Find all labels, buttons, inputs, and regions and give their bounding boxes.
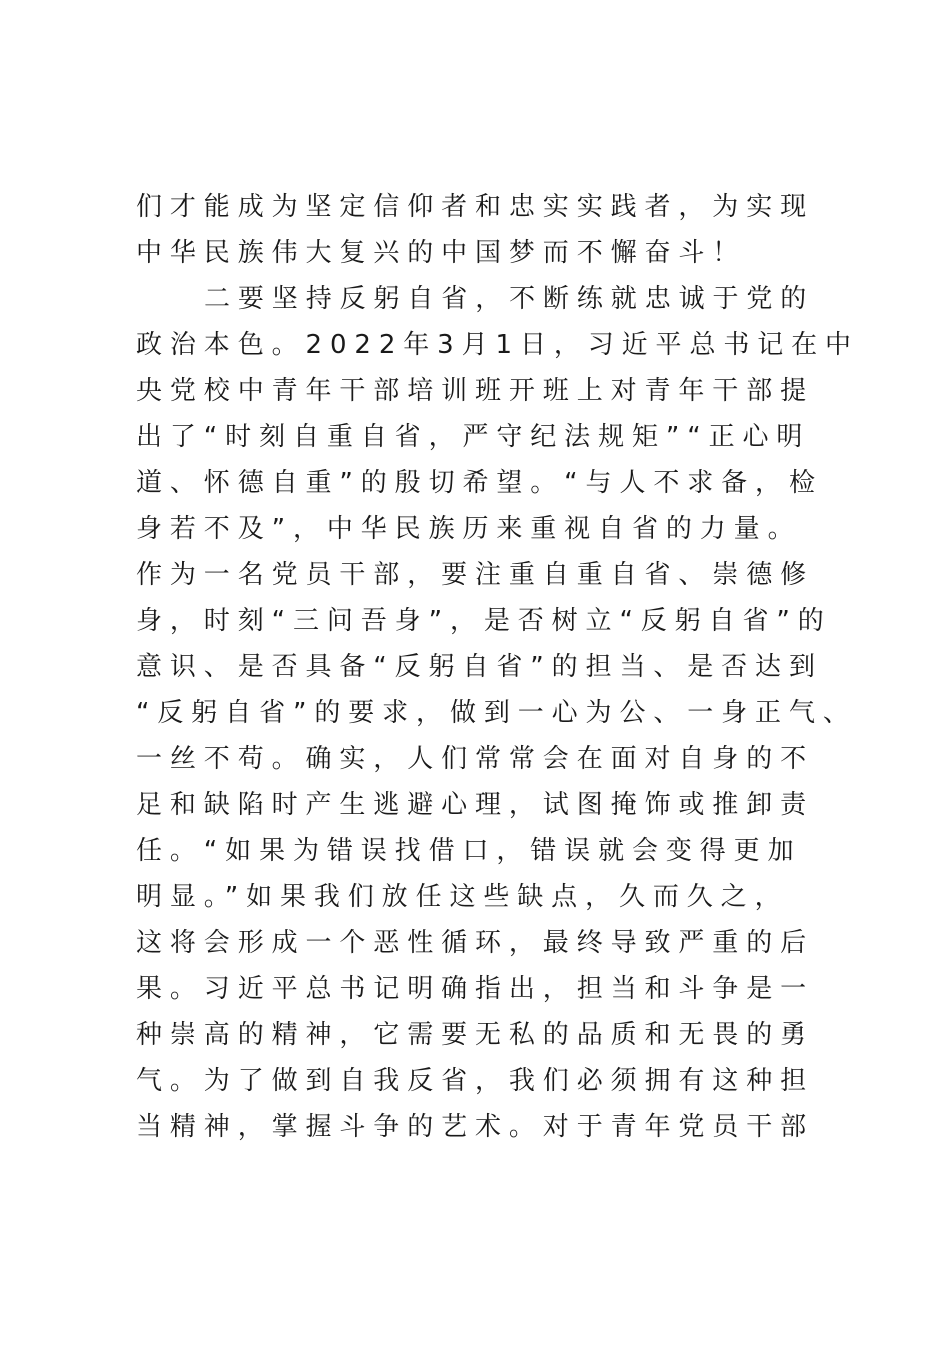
text-line: 明显。”如果我们放任这些缺点，久而久之， bbox=[136, 882, 789, 912]
text-line: 央党校中青年干部培训班开班上对青年干部提 bbox=[136, 376, 815, 406]
text-line: 当精神，掌握斗争的艺术。对于青年党员干部 bbox=[136, 1112, 815, 1142]
text-line: 们才能成为坚定信仰者和忠实实践者，为实现 bbox=[136, 192, 815, 222]
body-text bbox=[136, 184, 859, 1150]
text-line: 中华民族伟大复兴的中国梦而不懈奋斗！ bbox=[136, 238, 747, 268]
text-line: 身，时刻“三问吾身”，是否树立“反躬自省”的 bbox=[136, 606, 832, 636]
text-line: 身若不及”，中华民族历来重视自省的力量。 bbox=[136, 514, 802, 544]
text-line: 这将会形成一个恶性循环，最终导致严重的后 bbox=[136, 928, 815, 958]
text-line: 种崇高的精神，它需要无私的品质和无畏的勇 bbox=[136, 1020, 815, 1050]
text-line: “反躬自省”的要求，做到一心为公、一身正气、 bbox=[136, 698, 857, 728]
text-line: 作为一名党员干部，要注重自重自省、崇德修 bbox=[136, 560, 815, 590]
text-line: 政治本色。2022年3月1日，习近平总书记在中 bbox=[136, 330, 859, 360]
text-line: 气。为了做到自我反省，我们必须拥有这种担 bbox=[136, 1066, 815, 1096]
text-line: 出了“时刻自重自省，严守纪法规矩”“正心明 bbox=[136, 422, 811, 452]
text-line: 果。习近平总书记明确指出，担当和斗争是一 bbox=[136, 974, 815, 1004]
text-line: 道、怀德自重”的殷切希望。“与人不求备，检 bbox=[136, 468, 823, 498]
paragraph-start-line: 二要坚持反躬自省，不断练就忠诚于党的 bbox=[204, 284, 815, 314]
text-line: 足和缺陷时产生逃避心理，试图掩饰或推卸责 bbox=[136, 790, 815, 820]
text-line: 一丝不苟。确实，人们常常会在面对自身的不 bbox=[136, 744, 815, 774]
text-line: 任。“如果为错误找借口，错误就会变得更加 bbox=[136, 836, 802, 866]
text-line: 意识、是否具备“反躬自省”的担当、是否达到 bbox=[136, 652, 823, 682]
